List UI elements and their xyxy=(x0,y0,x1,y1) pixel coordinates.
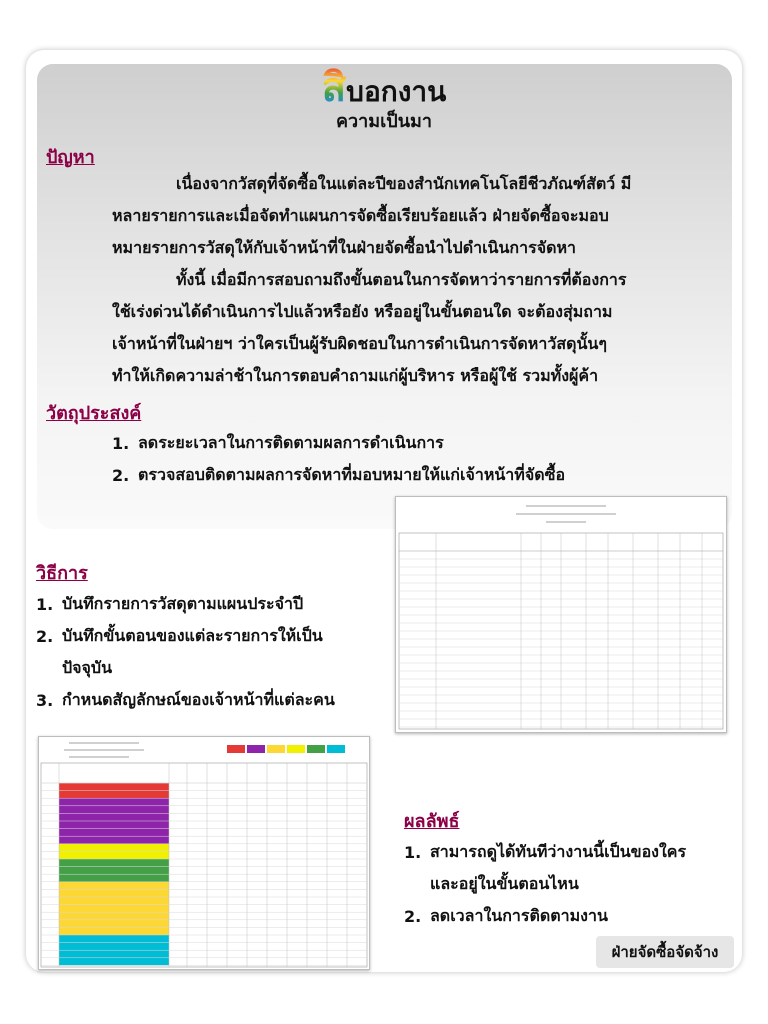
title-first-letter: สิ xyxy=(321,65,347,111)
method-heading: วิธีการ xyxy=(36,563,88,584)
problem-line: ทั้งนี้ เมื่อมีการสอบถามถึงขั้นตอนในการจัดหาว่ารายการที่ต้องการ xyxy=(176,270,627,289)
legend-swatch xyxy=(307,745,325,753)
list-item: 3. กำหนดสัญลักษณ์ของเจ้าหน้าที่แต่ละคน xyxy=(36,689,335,710)
problem-paragraph xyxy=(112,168,712,392)
table-row-fill xyxy=(59,874,169,882)
title-rest: บอกงาน xyxy=(346,75,447,108)
list-item: 2. ตรวจสอบติดตามผลการจัดหาที่มอบหมายให้แก่เจ้าหน้าที่จัดซื้อ xyxy=(112,464,566,485)
table-row-fill xyxy=(59,950,169,958)
list-item: และอยู่ในขั้นตอนไหน xyxy=(430,873,579,893)
method-list xyxy=(36,588,335,716)
table-row-fill xyxy=(59,844,169,852)
problem-line: หมายรายการวัสดุให้กับเจ้าหน้าที่ในฝ่ายจัดซื้อนำไปดำเนินการจัดหา xyxy=(112,238,576,257)
table-row-fill xyxy=(59,912,169,920)
table-row-fill xyxy=(59,791,169,799)
table-row-fill xyxy=(59,889,169,897)
objective-list xyxy=(112,427,565,491)
department-badge: ฝ่ายจัดซื้อจัดจ้าง xyxy=(596,936,734,968)
list-item: 2. บันทึกขั้นตอนของแต่ละรายการให้เป็น xyxy=(36,625,323,646)
table-row-fill xyxy=(59,836,169,844)
table-row-fill xyxy=(59,829,169,837)
list-item: 2. ลดเวลาในการติดตามงาน xyxy=(404,905,608,926)
result-heading: ผลลัพธ์ xyxy=(404,811,460,832)
filled-form-grid xyxy=(39,737,369,969)
table-row-fill xyxy=(59,958,169,966)
table-row-fill xyxy=(59,813,169,821)
table-row-fill xyxy=(59,783,169,791)
table-row-fill xyxy=(59,905,169,913)
problem-line: เจ้าหน้าที่ในฝ่ายฯ ว่าใครเป็นผู้รับผิดชอบในการดำเนินการจัดหาวัสดุนั้นๆ xyxy=(112,334,607,353)
table-row-fill xyxy=(59,927,169,935)
list-item: 1. บันทึกรายการวัสดุตามแผนประจำปี xyxy=(36,593,304,614)
legend-swatch xyxy=(247,745,265,753)
problem-line: หลายรายการและเมื่อจัดทำแผนการจัดซื้อเรียบร้อยแล้ว ฝ่ายจัดซื้อจะมอบ xyxy=(112,206,609,225)
list-item: 1. สามารถดูได้ทันทีว่างานนี้เป็นของใคร xyxy=(404,841,687,862)
table-row-fill xyxy=(59,897,169,905)
table-row-fill xyxy=(59,806,169,814)
table-row-fill xyxy=(59,821,169,829)
result-list xyxy=(404,836,686,932)
blank-form-image xyxy=(395,496,727,733)
page-subtitle: ความเป็นมา xyxy=(336,111,432,132)
problem-heading: ปัญหา xyxy=(46,147,95,168)
list-item: ปัจจุบัน xyxy=(62,657,112,677)
problem-line: เนื่องจากวัสดุที่จัดซื้อในแต่ละปีของสำนักเทคโนโลยีชีวภัณฑ์สัตว์ มี xyxy=(176,174,632,193)
problem-line: ใช้เร่งด่วนได้ดำเนินการไปแล้วหรือยัง หรืออยู่ในขั้นตอนใด จะต้องสุ่มถาม xyxy=(112,302,613,321)
blank-form-grid xyxy=(396,497,726,732)
table-row-fill xyxy=(59,943,169,951)
legend-swatch xyxy=(267,745,285,753)
list-item: 1. ลดระยะเวลาในการติดตามผลการดำเนินการ xyxy=(112,432,444,453)
table-row-fill xyxy=(59,920,169,928)
problem-line: ทำให้เกิดความล่าช้าในการตอบคำถามแก่ผู้บริหาร หรือผู้ใช้ รวมทั้งผู้ค้า xyxy=(112,366,599,385)
table-row-fill xyxy=(59,882,169,890)
table-row-fill xyxy=(59,798,169,806)
table-row-fill xyxy=(59,867,169,875)
objective-heading: วัตถุประสงค์ xyxy=(46,403,142,424)
legend-swatch xyxy=(327,745,345,753)
table-row-fill xyxy=(59,859,169,867)
legend-swatch xyxy=(287,745,305,753)
table-row-fill xyxy=(59,851,169,859)
table-row-fill xyxy=(59,935,169,943)
filled-form-image xyxy=(38,736,370,970)
legend-swatch xyxy=(227,745,245,753)
